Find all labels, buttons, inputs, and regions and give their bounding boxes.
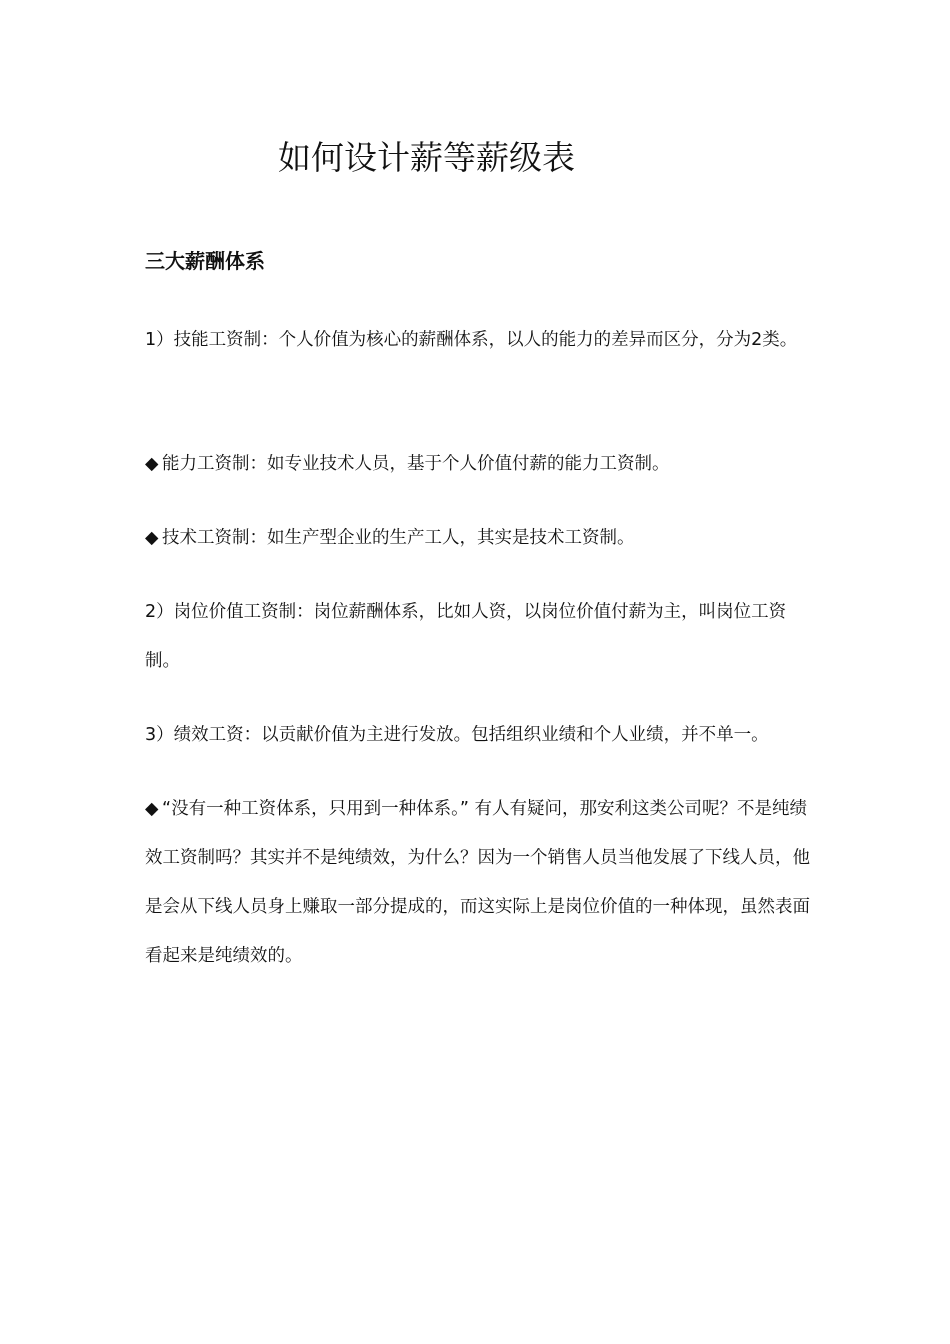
paragraph-text: 技术工资制：如生产型企业的生产工人，其实是技术工资制。 (162, 528, 635, 548)
paragraph-text: “没有一种工资体系，只用到一种体系。” 有人有疑问，那安利这类公司呢？不是纯绩效工资制吗？其实并不是纯绩效，为什么？因为一个销售人员当他发展了下线人员，他是会从下线人员身上赚取一部分提成的，而这实际上是岗位价值的一种体现，虽然表面看起来是纯绩效的。 (145, 799, 810, 966)
document-title: 如何设计薪等薪级表 (278, 138, 575, 177)
paragraph-skill-wage (145, 316, 815, 365)
diamond-bullet-icon: ◆ (145, 799, 159, 819)
diamond-bullet-icon: ◆ (145, 528, 159, 548)
bullet-ability-wage (145, 440, 815, 489)
paragraph-performance-wage (145, 711, 815, 760)
paragraph-text: 能力工资制：如专业技术人员，基于个人价值付薪的能力工资制。 (162, 454, 670, 474)
bullet-technical-wage (145, 514, 815, 563)
paragraph-text: 2）岗位价值工资制：岗位薪酬体系，比如人资，以岗位价值付薪为主，叫岗位工资制。 (145, 602, 787, 671)
paragraph-text: 3）绩效工资：以贡献价值为主进行发放。包括组织业绩和个人业绩，并不单一。 (145, 725, 769, 745)
paragraph-position-wage (145, 588, 815, 686)
diamond-bullet-icon: ◆ (145, 454, 159, 474)
paragraph-text: 1）技能工资制：个人价值为核心的薪酬体系，以人的能力的差异而区分，分为2类。 (145, 330, 798, 350)
section-heading: 三大薪酬体系 (145, 249, 265, 273)
bullet-amway-example (145, 785, 815, 981)
